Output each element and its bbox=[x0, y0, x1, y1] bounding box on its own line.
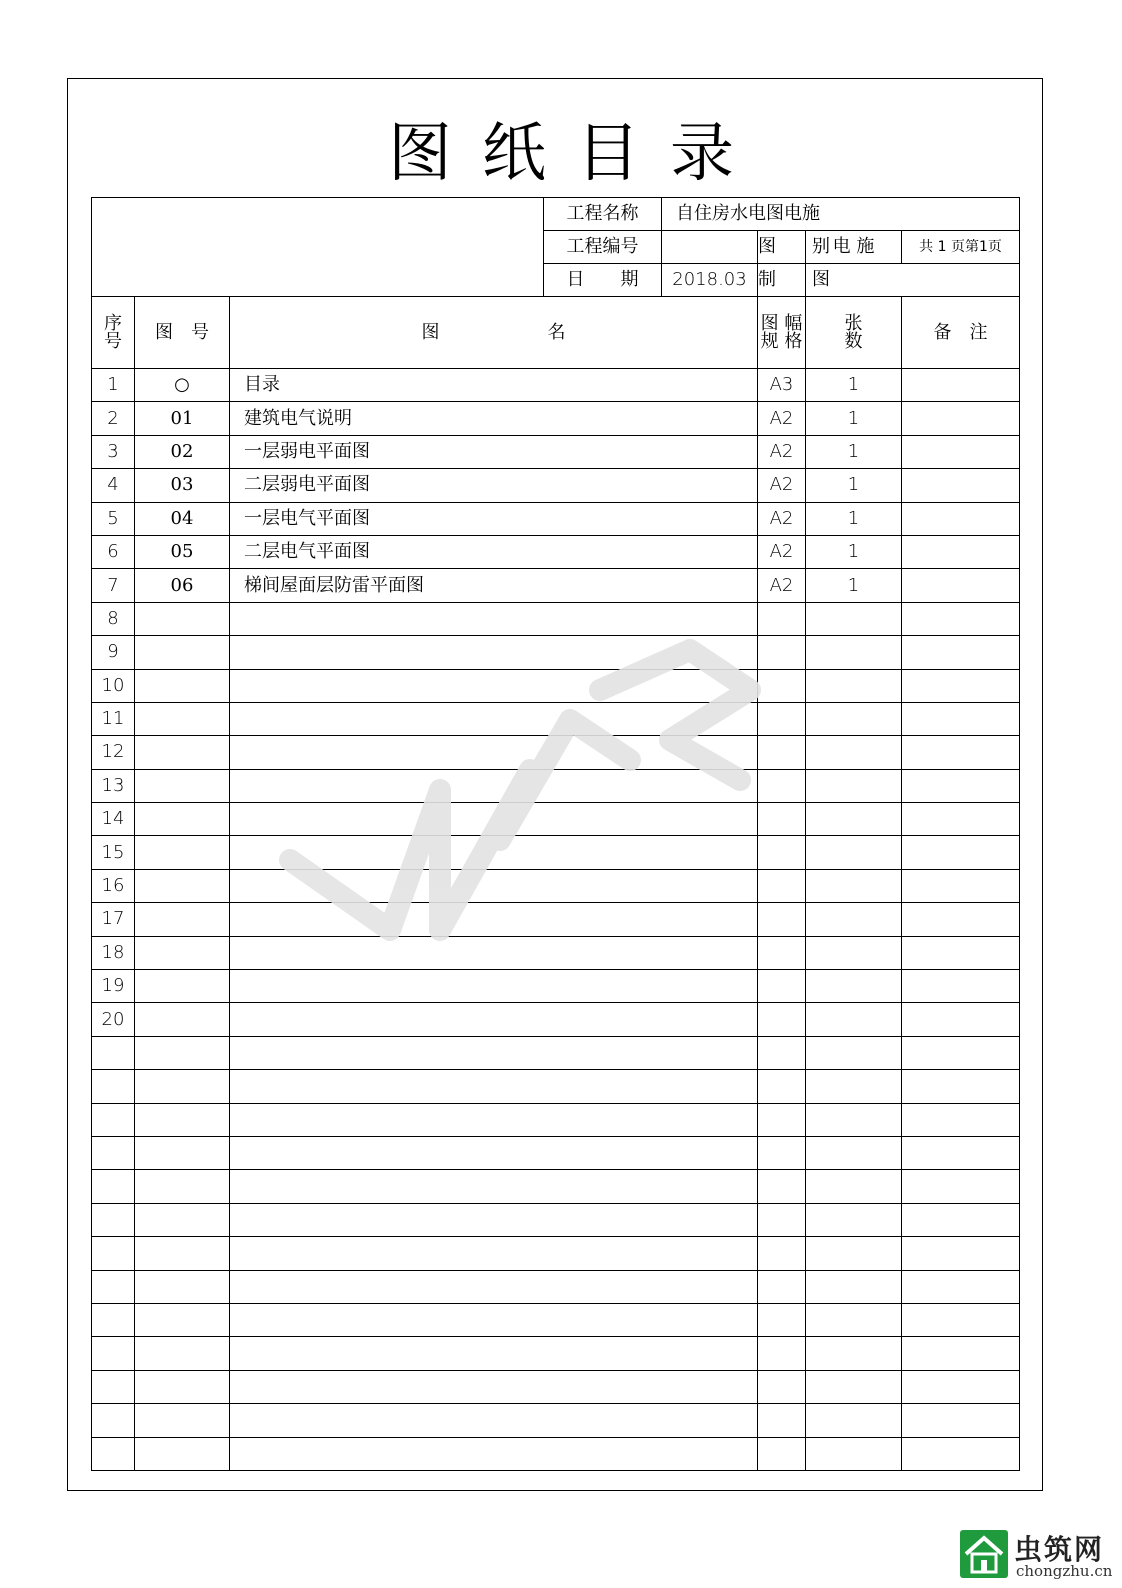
row-name bbox=[230, 1036, 758, 1069]
row-note bbox=[902, 903, 1020, 936]
row-name bbox=[230, 669, 758, 702]
row-count bbox=[806, 903, 902, 936]
row-note bbox=[902, 970, 1020, 1003]
row-code bbox=[135, 1003, 230, 1036]
table-row bbox=[92, 736, 1020, 769]
row-seq bbox=[92, 1170, 135, 1203]
row-count: 1 bbox=[806, 535, 902, 568]
row-name bbox=[230, 803, 758, 836]
row-note bbox=[902, 1136, 1020, 1169]
row-code bbox=[135, 1370, 230, 1403]
row-name bbox=[230, 836, 758, 869]
row-code bbox=[135, 1103, 230, 1136]
row-seq: 11 bbox=[92, 702, 135, 735]
row-seq bbox=[92, 1136, 135, 1169]
row-code: 01 bbox=[135, 402, 230, 435]
row-note bbox=[902, 435, 1020, 468]
row-name: 二层弱电平面图 bbox=[230, 469, 758, 502]
row-seq: 3 bbox=[92, 435, 135, 468]
row-size: A2 bbox=[758, 435, 806, 468]
col-code: 图 号 bbox=[135, 297, 230, 369]
row-code bbox=[135, 1070, 230, 1103]
row-name bbox=[230, 636, 758, 669]
row-name bbox=[230, 970, 758, 1003]
row-code bbox=[135, 1303, 230, 1336]
date-value: 2018.03 bbox=[662, 264, 758, 297]
row-code: 03 bbox=[135, 469, 230, 502]
table-row bbox=[92, 836, 1020, 869]
row-code bbox=[135, 702, 230, 735]
row-size bbox=[758, 1003, 806, 1036]
row-seq bbox=[92, 1337, 135, 1370]
row-name bbox=[230, 1103, 758, 1136]
row-code: ○ bbox=[135, 369, 230, 402]
row-code bbox=[135, 1404, 230, 1437]
row-note bbox=[902, 636, 1020, 669]
table-row bbox=[92, 1136, 1020, 1169]
row-count bbox=[806, 1170, 902, 1203]
row-note bbox=[902, 402, 1020, 435]
row-seq: 19 bbox=[92, 970, 135, 1003]
row-size bbox=[758, 702, 806, 735]
project-no-value bbox=[662, 231, 758, 264]
row-note bbox=[902, 1070, 1020, 1103]
row-seq bbox=[92, 1370, 135, 1403]
project-name-label: 工程名称 bbox=[544, 198, 662, 231]
table-row bbox=[92, 1337, 1020, 1370]
drawing-index-table bbox=[91, 197, 1020, 1471]
row-count: 1 bbox=[806, 502, 902, 535]
row-seq: 7 bbox=[92, 569, 135, 602]
row-name bbox=[230, 1170, 758, 1203]
row-count: 1 bbox=[806, 369, 902, 402]
table-row bbox=[92, 970, 1020, 1003]
row-size bbox=[758, 1237, 806, 1270]
table-row bbox=[92, 369, 1020, 402]
row-size: A2 bbox=[758, 502, 806, 535]
row-name bbox=[230, 1370, 758, 1403]
row-code bbox=[135, 602, 230, 635]
row-seq bbox=[92, 1437, 135, 1470]
row-note bbox=[902, 569, 1020, 602]
row-note bbox=[902, 469, 1020, 502]
row-code bbox=[135, 736, 230, 769]
row-name bbox=[230, 736, 758, 769]
row-name bbox=[230, 602, 758, 635]
row-name bbox=[230, 1136, 758, 1169]
row-size bbox=[758, 1036, 806, 1069]
row-seq bbox=[92, 1036, 135, 1069]
row-size: A2 bbox=[758, 569, 806, 602]
row-size bbox=[758, 903, 806, 936]
table-row bbox=[92, 769, 1020, 802]
col-seq: 序 号 bbox=[92, 297, 135, 369]
row-note bbox=[902, 1370, 1020, 1403]
row-count bbox=[806, 1003, 902, 1036]
row-name: 梯间屋面层防雷平面图 bbox=[230, 569, 758, 602]
row-note bbox=[902, 1303, 1020, 1336]
row-name: 建筑电气说明 bbox=[230, 402, 758, 435]
project-no-label: 工程编号 bbox=[544, 231, 662, 264]
watermark-text: WPS bbox=[270, 615, 306, 634]
row-code bbox=[135, 936, 230, 969]
table-row bbox=[92, 1170, 1020, 1203]
row-size: A2 bbox=[758, 535, 806, 568]
row-seq bbox=[92, 1237, 135, 1270]
row-seq: 15 bbox=[92, 836, 135, 869]
table-row bbox=[92, 435, 1020, 468]
row-seq: 14 bbox=[92, 803, 135, 836]
row-size bbox=[758, 769, 806, 802]
row-note bbox=[902, 602, 1020, 635]
row-count bbox=[806, 1237, 902, 1270]
brand-url: chongzhu.cn bbox=[1016, 1562, 1113, 1580]
row-name bbox=[230, 769, 758, 802]
row-count bbox=[806, 1103, 902, 1136]
row-name: 一层弱电平面图 bbox=[230, 435, 758, 468]
row-name: 一层电气平面图 bbox=[230, 502, 758, 535]
row-seq bbox=[92, 1303, 135, 1336]
row-note bbox=[902, 1036, 1020, 1069]
row-count: 1 bbox=[806, 402, 902, 435]
row-seq: 4 bbox=[92, 469, 135, 502]
table-row bbox=[92, 1203, 1020, 1236]
row-count bbox=[806, 769, 902, 802]
row-seq: 2 bbox=[92, 402, 135, 435]
row-size bbox=[758, 970, 806, 1003]
table-row bbox=[92, 936, 1020, 969]
row-seq bbox=[92, 1103, 135, 1136]
table-row bbox=[92, 636, 1020, 669]
row-code bbox=[135, 869, 230, 902]
row-code bbox=[135, 1203, 230, 1236]
row-name bbox=[230, 1303, 758, 1336]
row-count bbox=[806, 1203, 902, 1236]
brand-badge bbox=[960, 1524, 1113, 1584]
row-note bbox=[902, 1337, 1020, 1370]
row-name bbox=[230, 1203, 758, 1236]
row-note bbox=[902, 702, 1020, 735]
row-name bbox=[230, 1404, 758, 1437]
row-count bbox=[806, 803, 902, 836]
row-size bbox=[758, 669, 806, 702]
drawn-label: 制 图 bbox=[758, 264, 806, 297]
table-body bbox=[92, 369, 1020, 1471]
row-note bbox=[902, 1170, 1020, 1203]
row-note bbox=[902, 1270, 1020, 1303]
table-row bbox=[92, 402, 1020, 435]
row-count: 1 bbox=[806, 435, 902, 468]
row-size bbox=[758, 1103, 806, 1136]
row-size bbox=[758, 602, 806, 635]
row-note bbox=[902, 1203, 1020, 1236]
row-code: 04 bbox=[135, 502, 230, 535]
row-size bbox=[758, 1370, 806, 1403]
row-code: 05 bbox=[135, 535, 230, 568]
brand-logo-icon bbox=[960, 1530, 1008, 1578]
table-row bbox=[92, 1404, 1020, 1437]
row-seq bbox=[92, 1270, 135, 1303]
row-name bbox=[230, 903, 758, 936]
row-seq: 5 bbox=[92, 502, 135, 535]
row-code: 06 bbox=[135, 569, 230, 602]
row-note bbox=[902, 1437, 1020, 1470]
row-note bbox=[902, 502, 1020, 535]
row-note bbox=[902, 1103, 1020, 1136]
row-count bbox=[806, 1036, 902, 1069]
row-size: A2 bbox=[758, 469, 806, 502]
row-count bbox=[806, 1270, 902, 1303]
row-count bbox=[806, 602, 902, 635]
project-name-value: 自住房水电图电施 bbox=[662, 198, 1020, 231]
drawn-value bbox=[806, 264, 1020, 297]
date-label: 日 期 bbox=[544, 264, 662, 297]
row-count bbox=[806, 1337, 902, 1370]
row-note bbox=[902, 836, 1020, 869]
table-row bbox=[92, 702, 1020, 735]
table-row bbox=[92, 535, 1020, 568]
row-code: 02 bbox=[135, 435, 230, 468]
row-size bbox=[758, 736, 806, 769]
row-count bbox=[806, 936, 902, 969]
table-row bbox=[92, 669, 1020, 702]
table-row bbox=[92, 1103, 1020, 1136]
row-count bbox=[806, 1070, 902, 1103]
page-info: 共 1 页第1页 bbox=[902, 231, 1020, 264]
row-seq: 17 bbox=[92, 903, 135, 936]
row-seq: 20 bbox=[92, 1003, 135, 1036]
row-size bbox=[758, 1070, 806, 1103]
row-count: 1 bbox=[806, 469, 902, 502]
row-note bbox=[902, 1237, 1020, 1270]
table-row bbox=[92, 1370, 1020, 1403]
row-code bbox=[135, 1136, 230, 1169]
page-title: 图纸目录 bbox=[388, 117, 764, 191]
row-note bbox=[902, 769, 1020, 802]
row-name bbox=[230, 1003, 758, 1036]
row-size bbox=[758, 1303, 806, 1336]
row-seq bbox=[92, 1404, 135, 1437]
row-note bbox=[902, 535, 1020, 568]
row-size: A3 bbox=[758, 369, 806, 402]
brand-name: 虫筑网 bbox=[1014, 1533, 1105, 1566]
row-seq: 18 bbox=[92, 936, 135, 969]
row-count bbox=[806, 702, 902, 735]
row-count bbox=[806, 636, 902, 669]
row-size bbox=[758, 936, 806, 969]
row-size bbox=[758, 1136, 806, 1169]
row-seq: 9 bbox=[92, 636, 135, 669]
col-count: 张 数 bbox=[806, 297, 902, 369]
row-name bbox=[230, 869, 758, 902]
row-name bbox=[230, 1237, 758, 1270]
row-size bbox=[758, 1437, 806, 1470]
row-note bbox=[902, 669, 1020, 702]
row-size bbox=[758, 1404, 806, 1437]
row-code bbox=[135, 1437, 230, 1470]
row-note bbox=[902, 936, 1020, 969]
row-code bbox=[135, 903, 230, 936]
row-seq: 13 bbox=[92, 769, 135, 802]
row-seq: 12 bbox=[92, 736, 135, 769]
table-row bbox=[92, 469, 1020, 502]
table-row bbox=[92, 869, 1020, 902]
row-count bbox=[806, 1136, 902, 1169]
row-size bbox=[758, 1270, 806, 1303]
row-count bbox=[806, 1404, 902, 1437]
row-seq bbox=[92, 1070, 135, 1103]
col-size: 图 幅 规 格 bbox=[758, 297, 806, 369]
row-name bbox=[230, 1070, 758, 1103]
col-name: 图 名 bbox=[230, 297, 758, 369]
row-name bbox=[230, 1337, 758, 1370]
table-row bbox=[92, 903, 1020, 936]
row-seq: 8 bbox=[92, 602, 135, 635]
table-row bbox=[92, 569, 1020, 602]
row-code bbox=[135, 1270, 230, 1303]
table-row bbox=[92, 1303, 1020, 1336]
row-size bbox=[758, 836, 806, 869]
row-name bbox=[230, 1437, 758, 1470]
row-code bbox=[135, 1170, 230, 1203]
row-seq: 10 bbox=[92, 669, 135, 702]
row-count bbox=[806, 836, 902, 869]
row-count bbox=[806, 1437, 902, 1470]
row-code bbox=[135, 836, 230, 869]
row-note bbox=[902, 1404, 1020, 1437]
table-row bbox=[92, 1437, 1020, 1470]
row-count bbox=[806, 736, 902, 769]
row-seq bbox=[92, 1203, 135, 1236]
row-code bbox=[135, 1237, 230, 1270]
row-size bbox=[758, 636, 806, 669]
row-note bbox=[902, 869, 1020, 902]
header-blank bbox=[92, 198, 544, 297]
table-row bbox=[92, 1070, 1020, 1103]
row-code bbox=[135, 1337, 230, 1370]
row-seq: 16 bbox=[92, 869, 135, 902]
table-row bbox=[92, 803, 1020, 836]
table-row bbox=[92, 1003, 1020, 1036]
row-code bbox=[135, 803, 230, 836]
row-code bbox=[135, 669, 230, 702]
row-count: 1 bbox=[806, 569, 902, 602]
row-note bbox=[902, 1003, 1020, 1036]
row-seq: 6 bbox=[92, 535, 135, 568]
row-size bbox=[758, 1170, 806, 1203]
col-note: 备 注 bbox=[902, 297, 1020, 369]
row-code bbox=[135, 636, 230, 669]
row-count bbox=[806, 669, 902, 702]
row-name: 二层电气平面图 bbox=[230, 535, 758, 568]
category-value: 电 施 bbox=[806, 231, 902, 264]
row-size bbox=[758, 869, 806, 902]
row-size bbox=[758, 1203, 806, 1236]
row-note bbox=[902, 736, 1020, 769]
row-count bbox=[806, 869, 902, 902]
row-name: 目录 bbox=[230, 369, 758, 402]
row-size bbox=[758, 803, 806, 836]
row-note bbox=[902, 369, 1020, 402]
row-code bbox=[135, 1036, 230, 1069]
row-name bbox=[230, 702, 758, 735]
category-label: 图 别 bbox=[758, 231, 806, 264]
row-count bbox=[806, 1370, 902, 1403]
row-seq: 1 bbox=[92, 369, 135, 402]
row-count bbox=[806, 970, 902, 1003]
row-name bbox=[230, 936, 758, 969]
row-code bbox=[135, 970, 230, 1003]
table-row bbox=[92, 1237, 1020, 1270]
table-row bbox=[92, 602, 1020, 635]
table-row bbox=[92, 1036, 1020, 1069]
table-row bbox=[92, 502, 1020, 535]
row-count bbox=[806, 1303, 902, 1336]
table-row bbox=[92, 1270, 1020, 1303]
row-name bbox=[230, 1270, 758, 1303]
row-size bbox=[758, 1337, 806, 1370]
row-code bbox=[135, 769, 230, 802]
row-note bbox=[902, 803, 1020, 836]
row-size: A2 bbox=[758, 402, 806, 435]
